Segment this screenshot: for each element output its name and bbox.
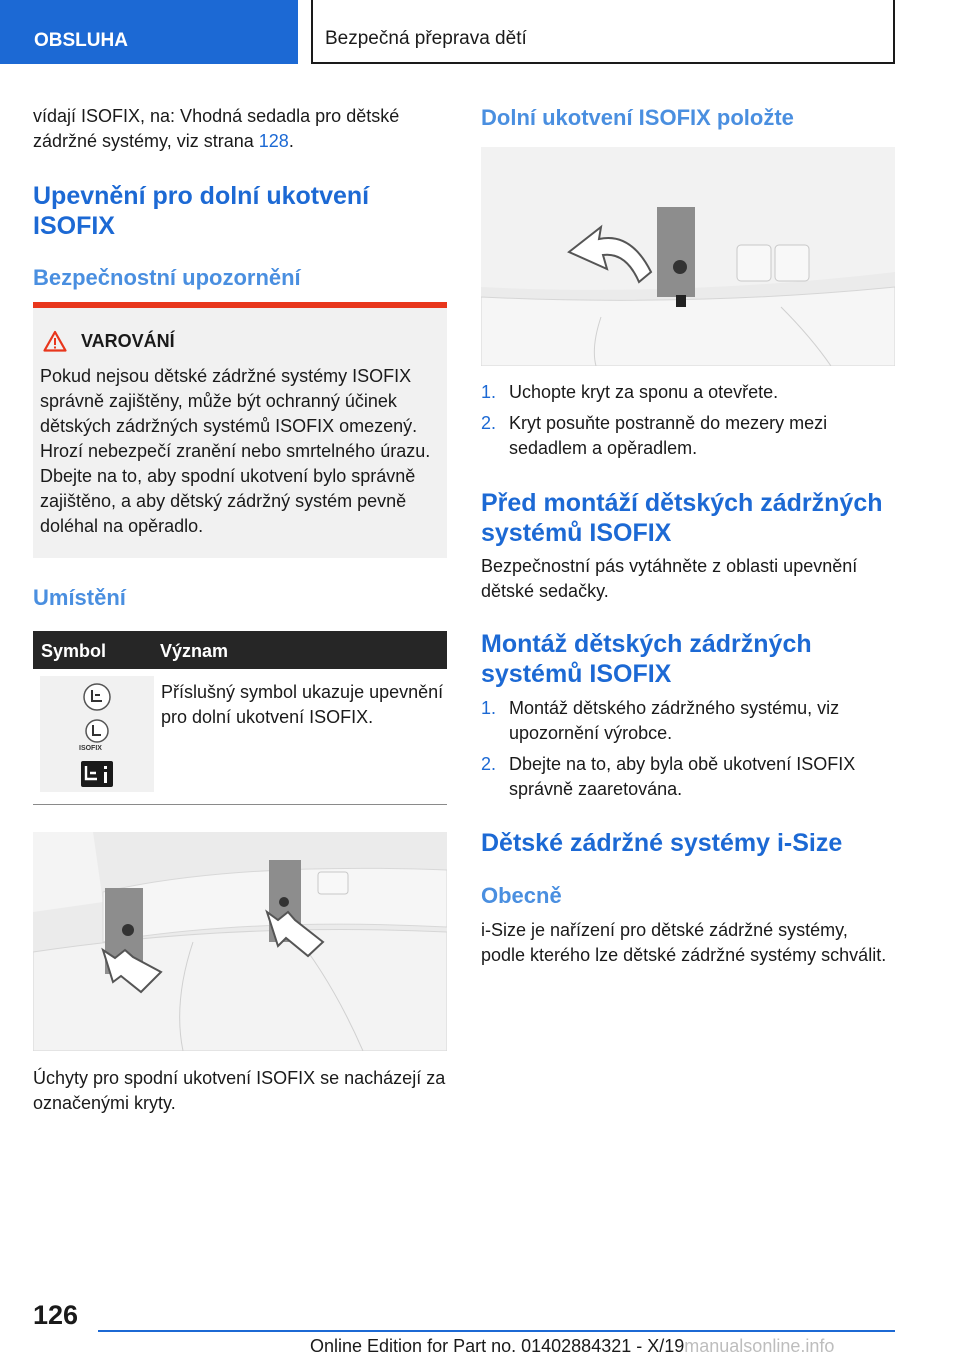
list-item [481, 411, 895, 461]
general-text: i-Size je nařízení pro dětské zádržné systémy, podle kterého lze dětské zádržné systémy schválit. [481, 920, 887, 965]
illustration-caption: Úchyty pro spodní ukotvení ISOFIX se nacházejí za označenými kryty. [33, 1068, 446, 1113]
heading-fold: Dolní ukotvení ISOFIX položte [481, 105, 794, 130]
heading-isofix: Upevnění pro dolní ukotvení ISOFIX [33, 182, 370, 240]
heading-location: Umístění [33, 585, 126, 610]
warning-label: VAROVÁNÍ [81, 330, 175, 351]
footer-edition [310, 1336, 834, 1357]
symbol-meaning: Příslušný symbol ukazuje upevnění pro dolní ukotvení ISOFIX. [161, 682, 444, 727]
heading-isize: Dětské zádržné systémy i-Size [481, 829, 843, 857]
footer-rule [98, 1330, 895, 1332]
heading-general: Obecně [481, 883, 562, 908]
step-number: 1. [481, 382, 497, 402]
step-number: 2. [481, 754, 497, 774]
intro-paragraph [33, 104, 447, 154]
fold-illustration-graphic [481, 147, 895, 366]
isofix-seat-icon [82, 682, 112, 712]
step-number: 1. [481, 698, 497, 718]
page-number: 126 [33, 1300, 79, 1330]
isofix-anchor-icon [84, 718, 110, 744]
isofix-fold-illustration [481, 147, 895, 366]
isofix-icon-label: ISOFIX [79, 745, 102, 752]
mount-steps [481, 696, 895, 802]
warning-text: Pokud nejsou dětské zádržné systémy ISOFIX správně zajištěny, může být ochranný účinek dětských zádržných systémů ISOFIX omezený. Hrozí nebezpečí zranění nebo smrtelného úrazu. Dbejte na to, aby spodní ukotvení bylo správně zajištěno, a aby dětský zádržný systém pevně doléhal na opěradlo. [40, 366, 431, 536]
edition-text: Online Edition for Part no. 01402884321 - X/19 [310, 1336, 685, 1356]
list-item [481, 380, 895, 405]
heading-before: Před montáží dětských zádržných systémů ISOFIX [481, 489, 883, 547]
fold-steps [481, 380, 895, 461]
warning-triangle-icon [43, 330, 67, 352]
child-seat-info-icon [80, 760, 114, 788]
intro-end: . [288, 131, 294, 151]
step-text: Kryt posuňte postranně do mezery mezi sedadlem a opěradlem. [509, 413, 828, 458]
intro-text: vídají ISOFIX, na: Vhodná sedadla pro dětské zádržné systémy, viz strana [33, 106, 400, 151]
watermark-text: manualsonline.info [684, 1336, 835, 1356]
page-link[interactable]: 128 [258, 131, 289, 151]
section-tab-label: OBSLUHA [34, 30, 128, 51]
isofix-covers-illustration [33, 832, 447, 1051]
table-divider [33, 804, 447, 805]
step-text: Uchopte kryt za sponu a otevřete. [509, 382, 779, 402]
chapter-title-box [311, 0, 895, 64]
before-text: Bezpečnostní pás vytáhněte z oblasti upevnění dětské sedačky. [481, 556, 858, 601]
symbol-cell [40, 676, 154, 792]
list-item [481, 752, 895, 802]
heading-mount: Montáž dětských zádržných systémů ISOFIX [481, 630, 812, 688]
seat-illustration-graphic [33, 832, 447, 1051]
section-tab [0, 0, 298, 64]
chapter-title: Bezpečná přeprava dětí [325, 28, 527, 49]
warning-box [33, 302, 447, 558]
step-text: Montáž dětského zádržného systému, viz upozornění výrobce. [509, 698, 840, 743]
col-meaning: Význam [160, 641, 229, 661]
step-text: Dbejte na to, aby byla obě ukotvení ISOFIX správně zaaretována. [509, 754, 856, 799]
warning-header [43, 330, 175, 352]
symbol-table-header [33, 631, 447, 669]
list-item [481, 696, 895, 746]
col-symbol: Symbol [41, 641, 107, 661]
heading-safety: Bezpečnostní upozornění [33, 265, 301, 290]
step-number: 2. [481, 413, 497, 433]
